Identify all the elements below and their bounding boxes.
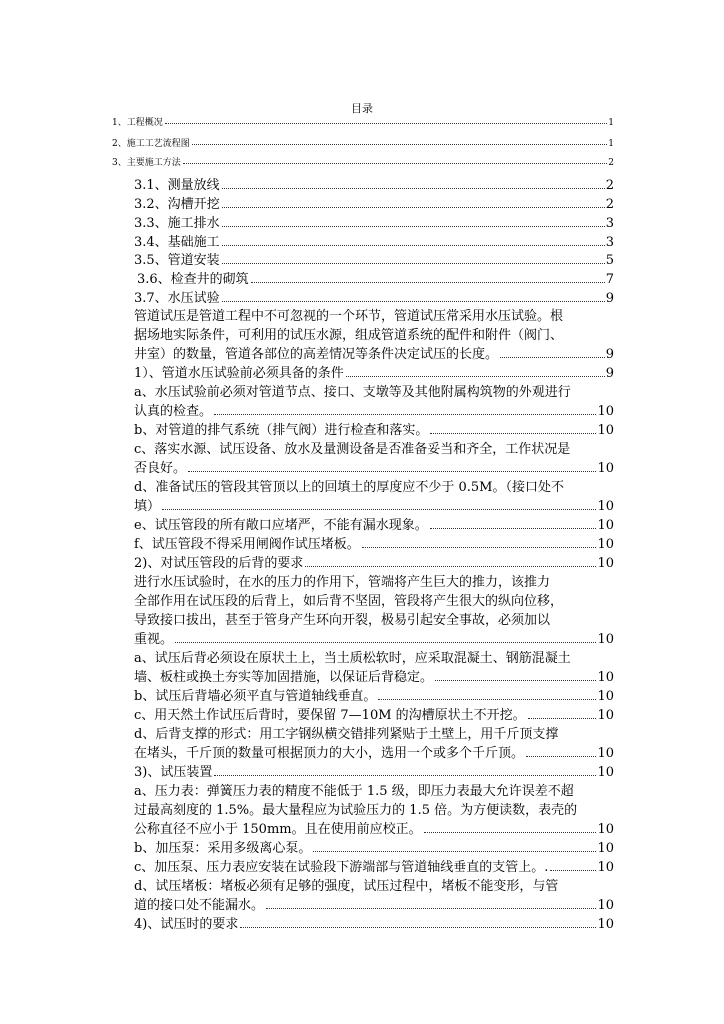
toc-entry[interactable] — [134, 419, 614, 438]
toc-entry[interactable] — [134, 400, 614, 419]
toc-entry-page: 10 — [597, 423, 614, 438]
toc-entry-page: 10 — [597, 499, 614, 514]
toc-entry-page: 10 — [597, 746, 614, 761]
toc-entry-page: 10 — [597, 898, 614, 913]
toc-dot-leader — [526, 755, 596, 757]
toc-entry[interactable] — [134, 552, 614, 571]
toc-entry-page: 10 — [597, 518, 614, 533]
toc-dot-leader — [214, 413, 596, 415]
toc-paragraph-line: d、后背支撑的形式：用工字钢纵横交错排列紧贴于土壁上，用千斤顶支撑 — [134, 727, 559, 742]
toc-entry[interactable] — [134, 685, 614, 704]
toc-section-entry[interactable] — [134, 212, 614, 231]
toc-entry-page: 10 — [597, 556, 614, 571]
toc-dot-leader — [175, 641, 596, 643]
toc-entry-label: 井室）的数量，管道各部位的高差情况等条件决定试压的长度。 — [134, 347, 499, 362]
toc-entry-label: 3.1、测量放线 — [134, 178, 220, 193]
toc-paragraph-line: d、试压堵板：堵板必须有足够的强度，试压过程中，堵板不能变形，与管 — [134, 879, 559, 894]
toc-dot-leader — [305, 565, 596, 567]
toc-dot-leader — [165, 122, 608, 124]
toc-dot-leader — [162, 508, 596, 510]
toc-entry-page: 9 — [605, 347, 614, 362]
toc-dot-leader — [251, 281, 605, 283]
toc-entry-label: 重视。 — [134, 632, 174, 647]
toc-entry[interactable] — [134, 837, 614, 856]
toc-dot-leader — [214, 774, 596, 776]
toc-entry-label: 3.3、施工排水 — [134, 216, 220, 231]
toc-entry-page: 10 — [597, 917, 614, 932]
toc-dot-leader — [222, 300, 605, 302]
toc-entry-label: 2)、对试压管段的后背的要求 — [134, 556, 304, 571]
toc-entry-label: 认真的检查。 — [134, 404, 213, 419]
toc-entry-label: 1、工程概况 — [112, 118, 163, 128]
toc-section-entry[interactable] — [134, 287, 614, 306]
toc-paragraph-line: 进行水压试验时，在水的压力的作用下，管端将产生巨大的推力，该推力 — [134, 575, 551, 590]
toc-entry[interactable] — [134, 666, 614, 685]
toc-entry-label: 否良好。 — [134, 461, 187, 476]
toc-entry-label: 3.5、管道安装 — [134, 253, 220, 268]
toc-entry-page: 10 — [597, 708, 614, 723]
toc-title: 目录 — [351, 102, 373, 115]
toc-dot-leader — [313, 850, 596, 852]
toc-section-entry[interactable] — [134, 193, 614, 212]
toc-dot-leader — [240, 926, 596, 928]
toc-dot-leader — [430, 432, 596, 434]
toc-entry-page: 7 — [605, 272, 614, 287]
toc-entry-page: 10 — [597, 689, 614, 704]
toc-entry[interactable] — [134, 704, 614, 723]
toc-entry-page: 5 — [605, 253, 614, 268]
toc-dot-leader — [378, 698, 596, 700]
toc-entry-label: 墙、板柱或换土夯实等加固措施，以保证后背稳定。 — [134, 670, 434, 685]
toc-entry-label: e、试压管段的所有敞口应堵严，不能有漏水现象。 — [134, 518, 428, 533]
toc-entry-label: 填） — [134, 499, 161, 514]
toc-entry-label: b、试压后背墙必须平直与管道轴线垂直。 — [134, 689, 377, 704]
toc-entry-label: 3.7、水压试验 — [134, 291, 220, 306]
toc-entry[interactable] — [134, 343, 614, 362]
toc-entry-page: 10 — [597, 841, 614, 856]
toc-entry-label: 3)、试压装置 — [134, 765, 213, 780]
toc-entry-label: 3.2、沟槽开挖 — [134, 197, 220, 212]
toc-paragraph-line: 过最高刻度的 1.5%。最大量程应为试验压力的 1.5 倍。为方便读数，表壳的 — [134, 803, 578, 818]
toc-entry-page: 10 — [597, 537, 614, 552]
toc-dot-leader — [188, 470, 596, 472]
toc-entry-page: 2 — [605, 178, 614, 193]
toc-entry-page: 10 — [597, 404, 614, 419]
toc-entry[interactable] — [112, 115, 614, 128]
toc-entry-label: 4)、试压时的要求 — [134, 917, 239, 932]
toc-entry-label: 2、施工工艺流程图 — [112, 139, 190, 149]
toc-entry-label: 3.6、检查井的砌筑 — [137, 272, 249, 287]
toc-entry-label: 3、主要施工方法 — [112, 158, 181, 168]
toc-dot-leader — [424, 831, 597, 833]
toc-entry-page: 10 — [597, 461, 614, 476]
toc-paragraph-line: d、准备试压的管段其管顶以上的回填土的厚度应不少于 0.5M。（接口处不 — [134, 480, 564, 495]
toc-entry[interactable] — [134, 818, 614, 837]
toc-entry-label: c、用天然土作试压后背时，要保留 7—10M 的沟槽原状土不开挖。 — [134, 708, 526, 723]
toc-dot-leader — [550, 869, 596, 871]
toc-entry-label: 公称直径不应小于 150mm。且在使用前应校正。 — [134, 822, 422, 837]
toc-entry-label: 1）、管道水压试验前必须具备的条件 — [134, 366, 344, 381]
toc-entry[interactable] — [134, 533, 614, 552]
toc-entry-page: 1 — [608, 118, 614, 128]
toc-paragraph-line: a、试压后背必须设在原状土上，当土质松软时，应采取混凝土、钢筋混凝土 — [134, 651, 571, 666]
toc-entry-label: b、加压泵：采用多级离心泵。 — [134, 841, 312, 856]
toc-paragraph-line: 据场地实际条件，可利用的试压水源，组成管道系统的配件和附件（阀门、 — [134, 328, 564, 343]
toc-dot-leader — [430, 527, 597, 529]
toc-dot-leader — [222, 225, 605, 227]
toc-section-entry[interactable] — [134, 174, 614, 193]
toc-entry-label: f、试压管段不得采用闸阀作试压堵板。 — [134, 537, 360, 552]
toc-entry-page: 10 — [597, 670, 614, 685]
toc-entry-page: 2 — [605, 197, 614, 212]
toc-paragraph-line: c、落实水源、试压设备、放水及量测设备是否准备妥当和齐全，工作状况是 — [134, 442, 571, 457]
toc-entry-page: 9 — [605, 366, 614, 381]
toc-dot-leader — [192, 143, 608, 145]
toc-entry[interactable] — [112, 136, 614, 149]
toc-entry[interactable] — [134, 362, 614, 381]
toc-paragraph-line: 导致接口拔出，甚至于管身产生环向开裂，极易引起安全事故，必须加以 — [134, 613, 551, 628]
toc-dot-leader — [346, 375, 605, 377]
toc-paragraph-line: 管道试压是管道工程中不可忽视的一个环节，管道试压常采用水压试验。根 — [134, 309, 564, 324]
toc-entry[interactable] — [134, 761, 614, 780]
toc-dot-leader — [266, 907, 596, 909]
toc-entry-label: b、对管道的排气系统（排气阀）进行检查和落实。 — [134, 423, 429, 438]
toc-entry-page: 3 — [605, 216, 614, 231]
toc-dot-leader — [362, 546, 597, 548]
toc-entry-page: 3 — [605, 235, 614, 250]
toc-section-entry[interactable] — [134, 231, 614, 250]
toc-section-entry[interactable] — [134, 249, 614, 268]
toc-entry-label: 道的接口处不能漏水。 — [134, 898, 265, 913]
toc-dot-leader — [183, 162, 608, 164]
toc-dot-leader — [500, 356, 605, 358]
toc-entry[interactable] — [134, 628, 614, 647]
toc-entry[interactable] — [134, 514, 614, 533]
toc-entry-page: 1 — [608, 139, 614, 149]
toc-entry-label: 在堵头，千斤顶的数量可根据顶力的大小，选用一个或多个千斤顶。 — [134, 746, 525, 761]
toc-entry-page: 10 — [597, 860, 614, 875]
toc-dot-leader — [222, 206, 605, 208]
toc-entry-page: 10 — [597, 822, 614, 837]
toc-entry-page: 10 — [597, 765, 614, 780]
toc-paragraph-line: a、压力表：弹簧压力表的精度不能低于 1.5 级，即压力表最大允许误差不超 — [134, 784, 574, 799]
toc-entry-page: 9 — [605, 291, 614, 306]
toc-entry-label: c、加压泵、压力表应安装在试验段下游端部与管道轴线垂直的支管上。. — [134, 860, 549, 875]
toc-entry-page: 2 — [608, 158, 614, 168]
toc-dot-leader — [528, 717, 597, 719]
toc-dot-leader — [222, 187, 605, 189]
toc-entry[interactable] — [134, 457, 614, 476]
toc-entry-page: 10 — [597, 632, 614, 647]
toc-paragraph-line: a、水压试验前必须对管道节点、接口、支墩等及其他附属构筑物的外观进行 — [134, 385, 571, 400]
toc-dot-leader — [222, 262, 605, 264]
toc-entry[interactable] — [134, 856, 614, 875]
toc-dot-leader — [222, 244, 605, 246]
toc-entry[interactable] — [134, 894, 614, 913]
toc-entry[interactable] — [134, 742, 614, 761]
toc-entry[interactable] — [134, 913, 614, 932]
toc-entry[interactable] — [112, 155, 614, 168]
toc-entry-label: 3.4、基础施工 — [134, 235, 220, 250]
toc-entry[interactable] — [134, 495, 614, 514]
toc-paragraph-line: 全部作用在试压段的后背上，如后背不坚固，管段将产生很大的纵向位移， — [134, 594, 564, 609]
toc-dot-leader — [435, 679, 596, 681]
toc-section-entry[interactable] — [137, 268, 614, 287]
